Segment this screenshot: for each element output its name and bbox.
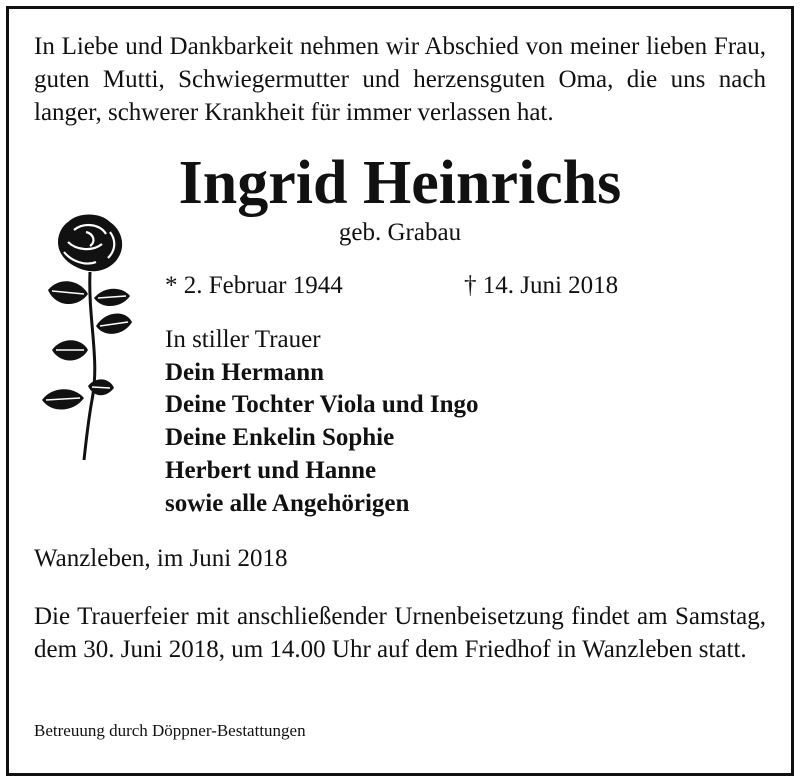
mourner-1: Dein Hermann [165,358,325,386]
birth-name: geb. Grabau [338,219,462,246]
mourners-block [165,324,479,520]
rose-icon [38,210,134,462]
intro-text: In Liebe und Dankbarkeit nehmen wir Abschied von meiner lieben Frau, guten Mutti, Schwiegermutter und herzensguten Oma, die uns nach langer, schwerer Krankheit für immer verlassen hat. [34,33,766,126]
mourner-2: Deine Tochter Viola und Ingo [165,391,479,419]
mourner-5: sowie alle Angehörigen [165,489,410,517]
deceased-name: Ingrid Heinrichs [178,149,622,217]
birth-date: * 2. Februar 1944 [165,272,343,299]
death-date: † 14. Juni 2018 [464,272,619,299]
mourner-4: Herbert und Hanne [165,456,377,484]
undertaker-credit: Betreuung durch Döppner-Bestattungen [34,721,306,740]
place-date: Wanzleben, im Juni 2018 [34,545,288,572]
ceremony-text: Die Trauerfeier mit anschließender Urnenbeisetzung findet am Samstag, dem 30. Juni 2018, um 14.00 Uhr auf dem Friedhof in Wanzleben statt. [34,603,766,663]
mourner-3: Deine Enkelin Sophie [165,424,395,452]
mourning-line: In stiller Trauer [165,326,321,353]
